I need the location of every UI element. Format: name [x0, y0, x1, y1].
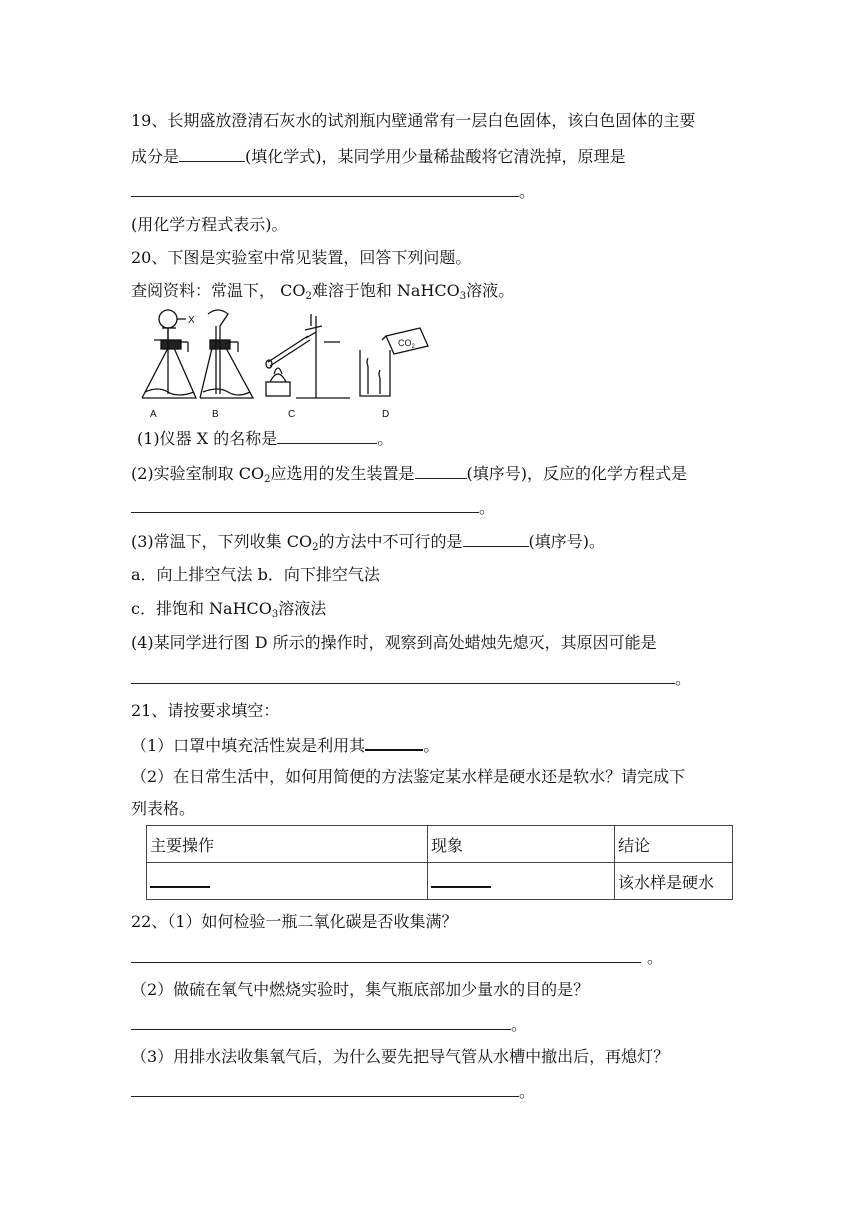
- q20-option-ab: a．向上排空气法 b．向下排空气法: [131, 565, 380, 584]
- q20-p3-text-b: 的方法中不可行的是: [318, 532, 463, 551]
- q19-blank-equation[interactable]: [131, 180, 519, 197]
- q21-part-1: [131, 733, 439, 757]
- q20-info-sub2: 3: [459, 291, 467, 302]
- table-cell-phenomenon: [428, 863, 615, 900]
- q19-blank-formula[interactable]: [179, 145, 245, 162]
- q22-part-2: （2）做硫在氧气中燃烧实验时，集气瓶底部加少量水的目的是？: [131, 980, 590, 999]
- q19-period: 。: [519, 182, 536, 201]
- q20-blank-instrument[interactable]: [277, 427, 377, 444]
- q20-opt-c-text-b: 溶液法: [278, 599, 327, 618]
- q20-info: [131, 280, 514, 302]
- table-header-phenomenon: 现象: [428, 826, 615, 863]
- hard-water-table: [146, 825, 733, 900]
- q19-line-2: [131, 145, 626, 168]
- q21-blank-operation[interactable]: [150, 870, 210, 888]
- q20-p3-text-a: (3)常温下，下列收集 CO: [131, 532, 313, 551]
- q22-part-2-answer: [131, 1013, 527, 1036]
- q22-part-1-answer: [131, 946, 663, 969]
- q19-line-1: 19、长期盛放澄清石灰水的试剂瓶内壁通常有一层白色固体，该白色固体的主要: [131, 111, 696, 130]
- table-row: [147, 863, 733, 900]
- q22-p1-end: 。: [647, 948, 664, 967]
- q22-p2-end: 。: [511, 1015, 528, 1034]
- table-header-row: [147, 826, 733, 863]
- q20-info-sub: 2: [305, 291, 312, 302]
- q20-part-1: [137, 427, 393, 450]
- q20-p2-text-a: (2)实验室制取 CO: [131, 464, 265, 483]
- q22-part-1: 22、（1）如何检验一瓶二氧化碳是否收集满？: [131, 912, 458, 931]
- fig-label-c: C: [288, 409, 296, 420]
- q22-part-3-answer: [131, 1080, 535, 1103]
- fig-label-a: A: [150, 409, 157, 420]
- q20-p2-end: 。: [479, 498, 496, 517]
- q20-part-3: [131, 530, 605, 553]
- q19-text-a: 成分是: [131, 147, 180, 166]
- q20-part-2: [131, 462, 687, 485]
- q20-blank-reason[interactable]: [131, 667, 675, 684]
- q20-part-4-answer: [131, 667, 691, 690]
- table-header-operation: 主要操作: [147, 826, 428, 863]
- q20-info-text-a: 查阅资料：常温下， CO: [131, 281, 306, 300]
- q22-blank-3[interactable]: [131, 1080, 519, 1097]
- q19-line-4: (用化学方程式表示)。: [131, 215, 288, 234]
- table-cell-conclusion: 该水样是硬水: [615, 863, 733, 900]
- table-cell-operation: [147, 863, 428, 900]
- q21-part-2-line-1: （2）在日常生活中，如何用简便的方法鉴定某水样是硬水还是软水？请完成下: [131, 767, 686, 786]
- heating-setup-c-icon: [266, 314, 350, 398]
- q20-p2-sub: 2: [264, 474, 271, 485]
- q20-p2-text-b: 应选用的发生装置是: [270, 464, 415, 483]
- q19-text-b: (填化学式)，某同学用少量稀盐酸将它清洗掉，原理是: [245, 147, 626, 166]
- q21-blank-property[interactable]: [365, 733, 423, 751]
- fig-label-x: X: [188, 315, 195, 326]
- q20-info-text-b: 难溶于饱和 NaHCO: [311, 281, 460, 300]
- flask-b-icon: [200, 310, 253, 398]
- q22-blank-1[interactable]: [131, 946, 641, 963]
- q20-part-4: (4)某同学进行图 D 所示的操作时，观察到高处蜡烛先熄灭，其原因可能是: [131, 633, 657, 652]
- q22-blank-2[interactable]: [131, 1013, 511, 1030]
- q20-p3-text-c: (填序号)。: [528, 532, 606, 551]
- q20-info-text-c: 溶液。: [466, 281, 515, 300]
- q20-p2-text-c: (填序号)，反应的化学方程式是: [466, 464, 688, 483]
- q20-p4-end: 。: [675, 669, 692, 688]
- fig-label-b: B: [212, 409, 219, 420]
- beaker-d-icon: [360, 328, 428, 396]
- q21-line-1: 21、请按要求填空：: [131, 701, 280, 720]
- q21-p1-text: （1）口罩中填充活性炭是利用其: [131, 736, 366, 755]
- q19-line-3: [131, 180, 535, 203]
- q20-p3-sub: 2: [312, 542, 319, 553]
- q20-p1-end: 。: [377, 429, 394, 448]
- q22-p3-end: 。: [519, 1082, 536, 1101]
- q22-part-3: （3）用排水法收集氧气后，为什么要先把导气管从水槽中撤出后，再熄灯？: [131, 1047, 670, 1066]
- q20-part-2-answer: [131, 496, 495, 519]
- q20-opt-c-text-a: c．排饱和 NaHCO: [131, 599, 272, 618]
- fig-co2-label: $CO_2$: [398, 338, 415, 350]
- q20-blank-method[interactable]: [463, 530, 529, 547]
- q20-blank-device[interactable]: [415, 462, 467, 479]
- q21-part-2-line-2: 列表格。: [131, 799, 196, 818]
- table-header-conclusion: 结论: [615, 826, 733, 863]
- q20-opt-c-sub: 3: [271, 609, 279, 620]
- q21-p1-end: 。: [423, 736, 440, 755]
- q20-option-c: [131, 598, 326, 620]
- q20-line-1: 20、下图是实验室中常见装置，回答下列问题。: [131, 248, 472, 267]
- q20-p1-text: (1)仪器 X 的名称是: [137, 429, 278, 448]
- q21-blank-phenomenon[interactable]: [431, 870, 491, 888]
- fig-label-d: D: [382, 409, 390, 420]
- apparatus-figure: [128, 306, 438, 422]
- q20-blank-equation[interactable]: [131, 496, 479, 513]
